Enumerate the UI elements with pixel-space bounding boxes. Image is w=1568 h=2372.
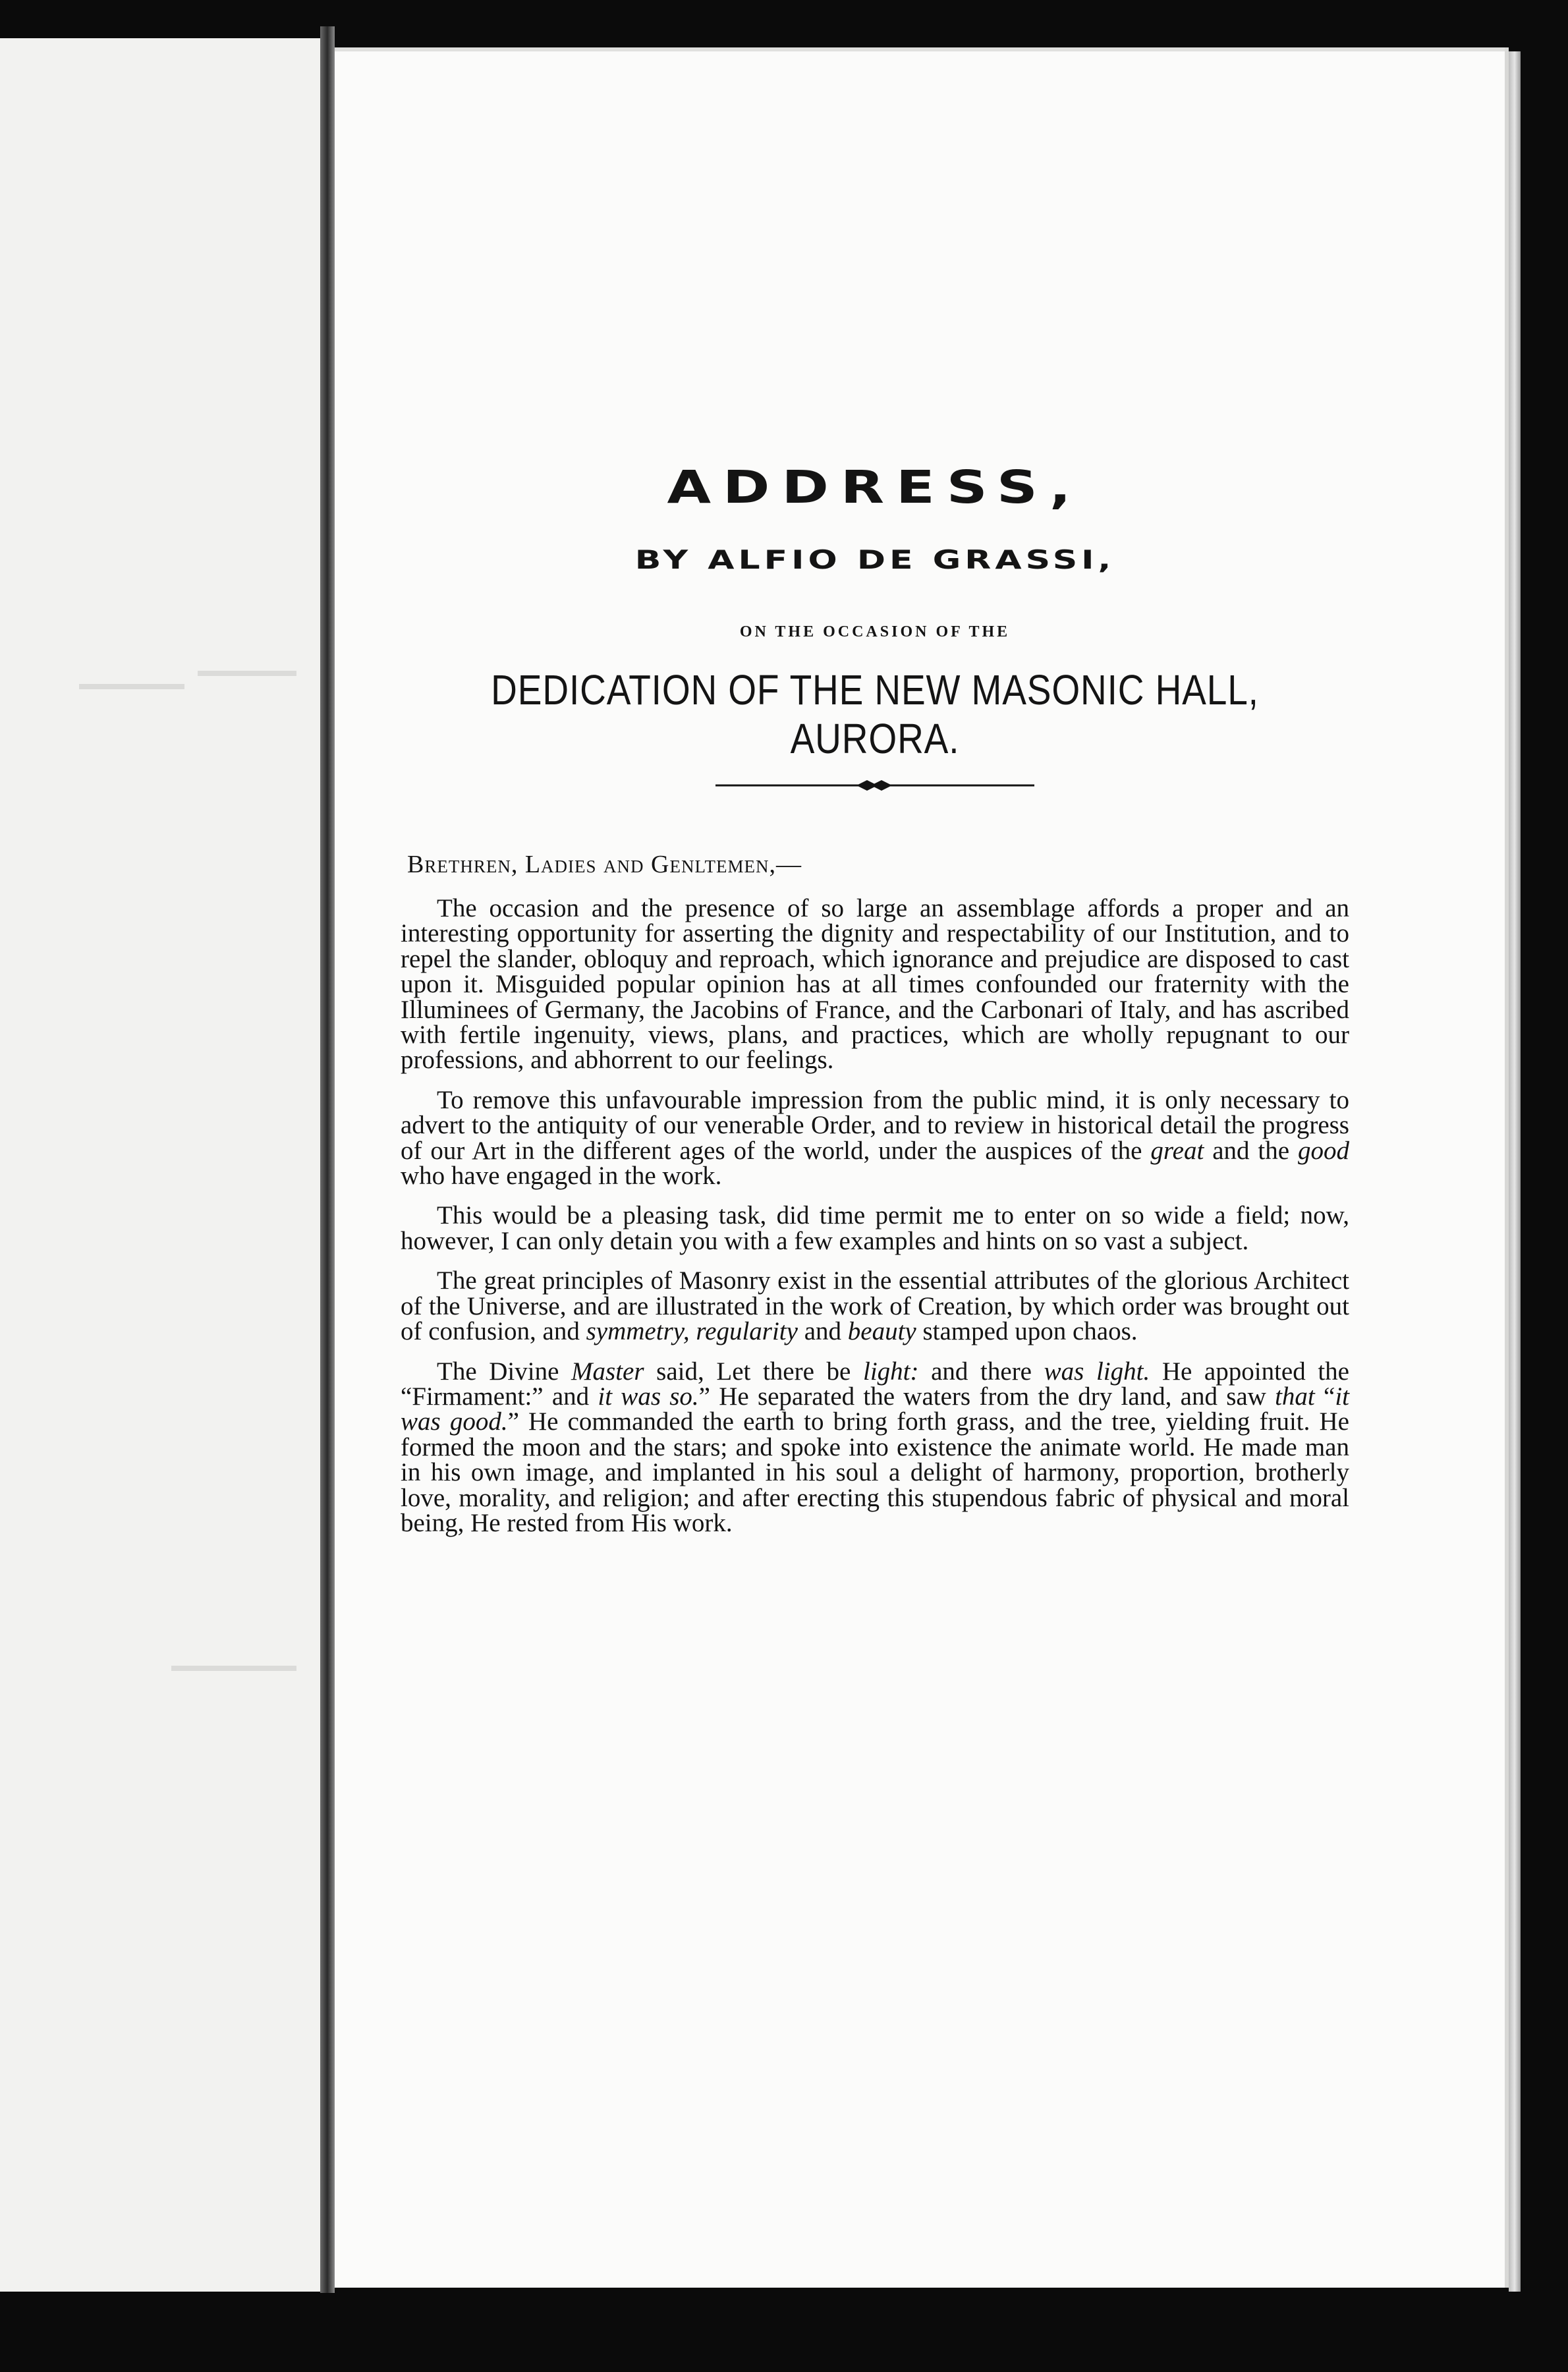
italic-run: good (1298, 1136, 1349, 1165)
italic-run: that (1275, 1382, 1315, 1411)
salutation: Brethren, Ladies and Genltemen,— (407, 851, 802, 878)
italic-run: beauty (847, 1317, 916, 1346)
text-run: To remove this unfavourable impression from the public mind, it is only necessary to advert to the antiquity of our venerable Order, and to review in historical detail the progress of our Art in the different ages of the world, under the auspices of the (401, 1085, 1349, 1165)
text-run: He appointed the “Firmament:” and (401, 1357, 1349, 1411)
left-page (0, 38, 323, 2292)
text-run: and the (1204, 1136, 1298, 1165)
text-run: “ (1314, 1382, 1335, 1411)
text-run: said, Let there be (644, 1357, 863, 1386)
paragraph-5 (401, 1359, 1349, 1537)
italic-run: symmetry, regularity (586, 1317, 798, 1346)
text-run: stamped upon chaos. (916, 1317, 1138, 1346)
author-byline: BY ALFIO DE GRASSI, (634, 545, 1115, 575)
bleed-through-line (198, 671, 296, 676)
divider-ornament-icon (715, 777, 1034, 793)
text-run: and there (918, 1357, 1044, 1386)
italic-run: Master (571, 1357, 644, 1386)
dedication-heading: DEDICATION OF THE NEW MASONIC HALL, AURORA. (491, 666, 1259, 762)
paragraph-2 (401, 1085, 1349, 1191)
address-body (401, 896, 1349, 1550)
text-run: who have engaged in the work. (401, 1162, 722, 1191)
text-run: The Divine (437, 1357, 572, 1386)
paragraph-3: This would be a pleasing task, did time permit me to enter on so wide a field; now, however, I can only detain you with a few examples and hints on so vast a subject. (401, 1201, 1349, 1255)
paragraph-4 (401, 1268, 1349, 1344)
document-title: ADDRESS, (667, 461, 1083, 514)
page-edge (1509, 51, 1521, 2292)
italic-run: light: (862, 1357, 919, 1386)
occasion-line: ON THE OCCASION OF THE (739, 623, 1011, 640)
text-run: ” He separated the waters from the dry land, and saw (698, 1382, 1275, 1411)
italic-run: it was good. (401, 1382, 1349, 1436)
italic-run: was light. (1044, 1357, 1150, 1386)
italic-run: it was so. (598, 1382, 699, 1411)
paragraph-1: The occasion and the presence of so large an assemblage affords a proper and an interesting opportunity for asserting the dignity and respectability of our Institution, and to repel the slander, obloquy and reproach, which ignorance and prejudice are disposed to cast upon it. Misguided popular opinion has at all times confounded our fraternity with the Illuminees of Germany, the Jacobins of France, and the Carbonari of Italy, and has ascribed with fertile ingenuity, views, plans, and practices, which are wholly repugnant to our professions, and abhorrent to our feelings. (401, 894, 1349, 1075)
text-run: and (797, 1317, 848, 1346)
text-run: The great principles of Masonry exist in the essential attributes of the glorious Architect of the Universe, and are illustrated in the work of Creation, by which order was brought out of confusion, and (401, 1266, 1349, 1346)
italic-run: great (1150, 1136, 1204, 1165)
book-gutter (320, 26, 335, 2293)
bleed-through-line (79, 684, 184, 689)
bleed-through-line (171, 1666, 296, 1671)
text-run: ” He commanded the earth to bring forth grass, and the tree, yielding fruit. He formed the moon and the stars; and spoke into existence the animate world. He made man in his own image, and implanted in his soul a delight of harmony, proportion, brotherly love, morality, and religion; and after erecting this stupendous fabric of physical and moral being, He rested from His work. (401, 1407, 1349, 1537)
